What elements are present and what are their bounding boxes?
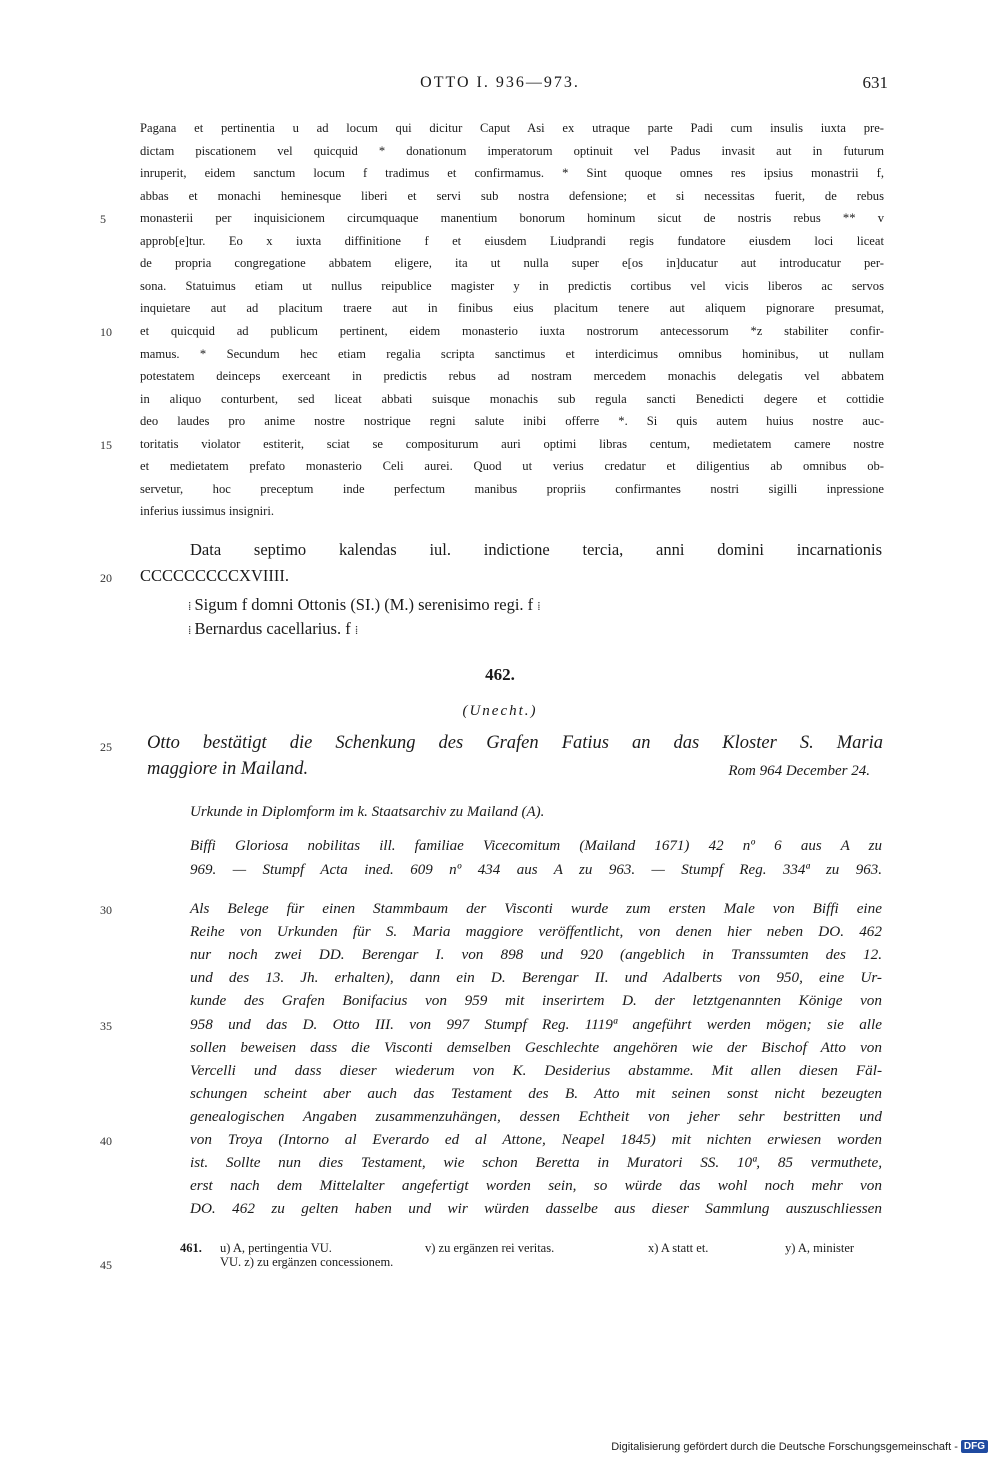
line-number: 20 [100,571,112,585]
remark-line: erst nach dem Mittelalter angefertigt worden sein, so würde das wohl noch mehr von [190,1177,882,1194]
charter-line: mamus. * Secundum hec etiam regalia scripta sanctimus et interdicimus omnibus hominibus, ut nullam [140,347,884,361]
authenticity-note: (Unecht.) [462,703,538,719]
charter-line: monasterii per inquisicionem circumquaque manentium bonorum hominum sicut de nostris rebus ** v [140,211,884,225]
regest-line: maggiore in Mailand. [147,759,309,779]
dating-line: Data septimo kalendas iul. indictione tercia, anni domini incarnationis [190,540,882,559]
footnote-ref: 461. [180,1241,202,1255]
dating-line: CCCCCCCCCXVIIII. [140,566,289,585]
footnote: x) A statt et. [648,1241,709,1255]
monogram-mark-icon: ⁞ [188,599,191,613]
remark-line: Reihe von Urkunden für S. Maria maggiore veröffentlicht, von denen hier neben DO. 462 [190,923,882,940]
running-title: OTTO I. 936—973. [420,74,580,91]
line-number: 45 [100,1258,112,1272]
charter-line: de propria congregatione abbatem eligere, ita ut nulla super e[os in]ducatur aut introducatur per- [140,256,884,270]
archive-source: Urkunde in Diplomform im k. Staatsarchiv zu Mailand (A). [190,804,545,820]
remark-line: DO. 462 zu gelten haben und wir würden dasselbe aus dieser Sammlung auszuschliessen [190,1200,882,1217]
charter-line: potestatem deinceps exerceant in predictis rebus ad nostram mercedem monachis delegatis vel abbatem [140,369,884,383]
signum-text: Sigum f domni Ottonis (SI.) (M.) serenisimo regi. f [194,595,534,614]
chancellor-text: Bernardus cacellarius. f [194,619,351,638]
remark-line: Vercelli und dass dieser wiederum von K. Desiderius abstamme. Mit allen diesen Fäl- [190,1062,882,1079]
monogram-mark-icon: ⁞ [537,599,540,613]
remark-line: ist. Sollte nun dies Testament, wie schon Beretta in Muratori SS. 10ª, 85 vermuthete, [190,1154,882,1171]
remark-line: und des 13. Jh. erhalten), dann ein D. Berengar II. und Adalberts von 950, eine Ur- [190,969,882,986]
remark-line: kunde des Grafen Bonifacius von 959 mit inserirtem D. der letztgenannten Könige von [190,992,882,1009]
charter-line: inruperit, eidem sanctum locum f tradimus et confirmamus. * Sint quoque omnes res ipsius monastrii f, [140,166,884,180]
dfg-logo: DFG [961,1440,988,1453]
charter-line: servetur, hoc preceptum inde perfectum manibus propriis confirmantes nostri sigilli inpressione [140,482,884,496]
signum-line [188,595,540,615]
remark-line: Als Belege für einen Stammbaum der Visconti wurde zum ersten Male von Biffi eine [190,900,882,917]
footnote: VU. z) zu ergänzen concessionem. [220,1255,394,1269]
page-number: 631 [862,73,888,92]
charter-line: Pagana et pertinentia u ad locum qui dicitur Caput Asi ex utraque parte Padi cum insulis iuxta pre- [140,121,884,135]
footnote: u) A, pertingentia VU. [220,1241,332,1255]
footnote: v) zu ergänzen rei veritas. [425,1241,555,1255]
line-number: 5 [100,212,106,226]
remark-line: schungen scheint aber auch das Testament des B. Atto mit seinen sonst nicht bezeugten [190,1085,882,1102]
line-number: 30 [100,903,112,917]
credit-text: Digitalisierung gefördert durch die Deutsche Forschungsgemeinschaft - [611,1440,958,1453]
chancellor-line [188,619,357,639]
remark-line: von Troya (Intorno al Everardo ed al Attone, Neapel 1845) mit nichten erwiesen worden [190,1131,882,1148]
remark-line: genealogischen Angaben zusammenzuhängen, dessen Echtheit von jeher sehr bestritten und [190,1108,882,1125]
charter-line: inferius iussimus insigniri. [140,504,274,518]
remark-line: sollen beweisen dass die Visconti demselben Geschlechte angehören wie der Bischof Atto von [190,1039,882,1056]
footnote: y) A, minister [785,1241,855,1255]
charter-line: inquietare aut ad placitum traere aut in finibus eius placitum tenere aut aliquem pignorare presumat, [140,301,884,315]
charter-line: et medietatem prefato monasterio Celi aurei. Quod ut verius credatur et diligentius ab omnibus ob- [140,459,884,473]
digitization-credit [611,1440,988,1453]
charter-line: sona. Statuimus etiam ut nullus reipublice magister y in predictis cortibus vel vicis liberos ac servos [140,279,884,293]
line-number: 25 [100,740,112,754]
line-number: 40 [100,1134,112,1148]
charter-line: et quicquid ad publicum pertinent, eidem monasterio iuxta nostrorum antecessorum *z stabiliter confir- [140,324,884,338]
line-number: 35 [100,1019,112,1033]
regest-line: Otto bestätigt die Schenkung des Grafen Fatius an das Kloster S. Maria [147,733,883,753]
monogram-mark-icon: ⁞ [354,623,358,637]
charter-line: approb[e]tur. Eo x iuxta diffinitione f et eiusdem Liudprandi regis fundatore eiusdem loci liceat [140,234,884,248]
monogram-mark-icon: ⁞ [188,623,191,637]
remark-line: 958 und das D. Otto III. von 997 Stumpf Reg. 1119ª angeführt werden mögen; sie alle [190,1016,882,1033]
print-source: Biffi Gloriosa nobilitas ill. familiae Vicecomitum (Mailand 1671) 42 nº 6 aus A zu [190,838,882,854]
charter-line: toritatis violator estiterit, sciat se compositurum auri optimi libras centum, medietatem camere nostre [140,437,884,451]
document-number: 462. [485,665,515,684]
charter-line: deo laudes pro anime nostre nostrique regni salute inibi offerre *. Si quis autem huius nostre auc- [140,414,884,428]
print-source: 969. — Stumpf Acta ined. 609 nº 434 aus A zu 963. — Stumpf Reg. 334ª zu 963. [190,862,882,878]
charter-line: abbas et monachi heminesque liberi et servi sub nostra defensione; et si necessitas fuerit, de rebus [140,189,884,203]
line-number: 10 [100,325,112,339]
regest-place-date: Rom 964 December 24. [728,763,870,779]
remark-line: nur noch zwei DD. Berengar I. von 898 und 920 (angeblich in Transsumten des 12. [190,946,882,963]
line-number: 15 [100,438,112,452]
charter-line: in aliquo conturbent, sed liceat abbati suisque monachis sub regula sancti Benedicti degere et cottidie [140,392,884,406]
charter-line: dictam piscationem vel quicquid * donationum imperatorum optinuit vel Padus invasit aut in futurum [140,144,884,158]
